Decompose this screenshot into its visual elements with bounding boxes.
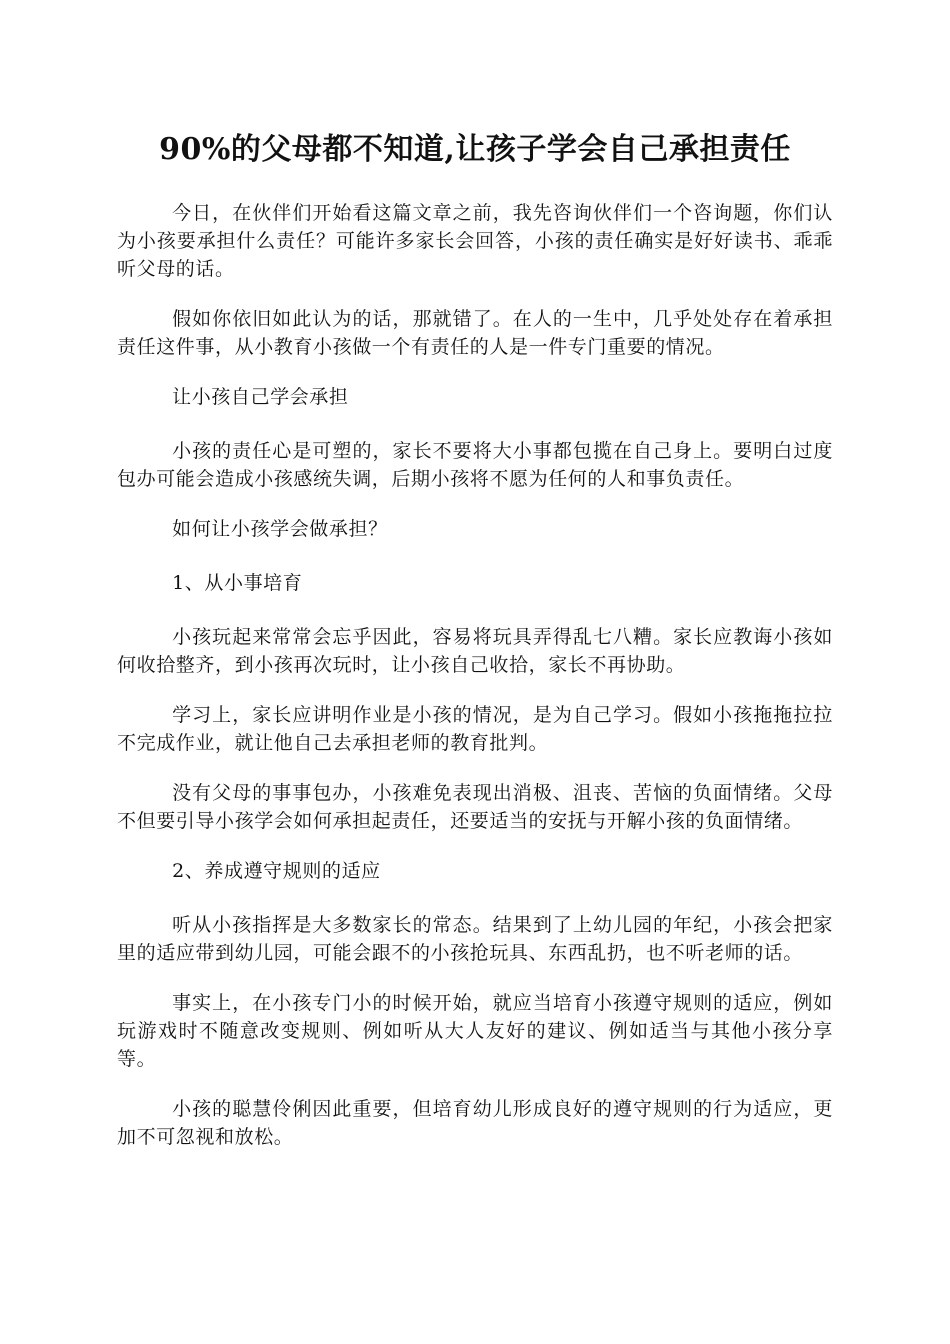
subsection-heading: 2、养成遵守规则的适应 bbox=[172, 860, 381, 882]
paragraph-conclusion: 小孩的聪慧伶俐因此重要，但培育幼儿形成良好的遵守规则的行为适应，更加不可忽视和放松。 bbox=[117, 1098, 833, 1148]
section-heading: 让小孩自己学会承担 bbox=[172, 386, 349, 408]
paragraph-emotions: 没有父母的事事包办，小孩难免表现出消极、沮丧、苦恼的负面情绪。父母不但要引导小孩学会如何承担起责任，还要适当的安抚与开解小孩的负面情绪。 bbox=[117, 782, 833, 832]
document-body bbox=[117, 199, 833, 1173]
paragraph-obedience: 听从小孩指挥是大多数家长的常态。结果到了上幼儿园的年纪，小孩会把家里的适应带到幼儿园，可能会跟不的小孩抢玩具、东西乱扔，也不听老师的话。 bbox=[117, 914, 833, 964]
subsection-heading: 1、从小事培育 bbox=[172, 572, 303, 594]
paragraph-rules: 事实上，在小孩专门小的时候开始，就应当培育小孩遵守规则的适应，例如玩游戏时不随意改变规则、例如听从大人友好的建议、例如适当与其他小孩分享等。 bbox=[117, 992, 833, 1070]
paragraph-toys: 小孩玩起来常常会忘乎因此，容易将玩具弄得乱七八糟。家长应教诲小孩如何收拾整齐，到小孩再次玩时，让小孩自己收拾，家长不再协助。 bbox=[117, 626, 833, 676]
document-title: 90%的父母都不知道,让孩子学会自己承担责任 bbox=[159, 132, 791, 167]
paragraph-homework: 学习上，家长应讲明作业是小孩的情况，是为自己学习。假如小孩拖拖拉拉不完成作业，就让他自己去承担老师的教育批判。 bbox=[117, 704, 833, 754]
paragraph-responsibility: 假如你依旧如此认为的话，那就错了。在人的一生中，几乎处处存在着承担责任这件事，从小教育小孩做一个有责任的人是一件专门重要的情况。 bbox=[117, 308, 833, 358]
paragraph-intro: 今日，在伙伴们开始看这篇文章之前，我先咨询伙伴们一个咨询题，你们认为小孩要承担什么责任？可能许多家长会回答，小孩的责任确实是好好读书、乖乖听父母的话。 bbox=[117, 202, 833, 280]
section-heading: 如何让小孩学会做承担？ bbox=[172, 518, 388, 540]
paragraph-shapeable: 小孩的责任心是可塑的，家长不要将大小事都包揽在自己身上。要明白过度包办可能会造成小孩感统失调，后期小孩将不愿为任何的人和事负责任。 bbox=[117, 440, 833, 490]
